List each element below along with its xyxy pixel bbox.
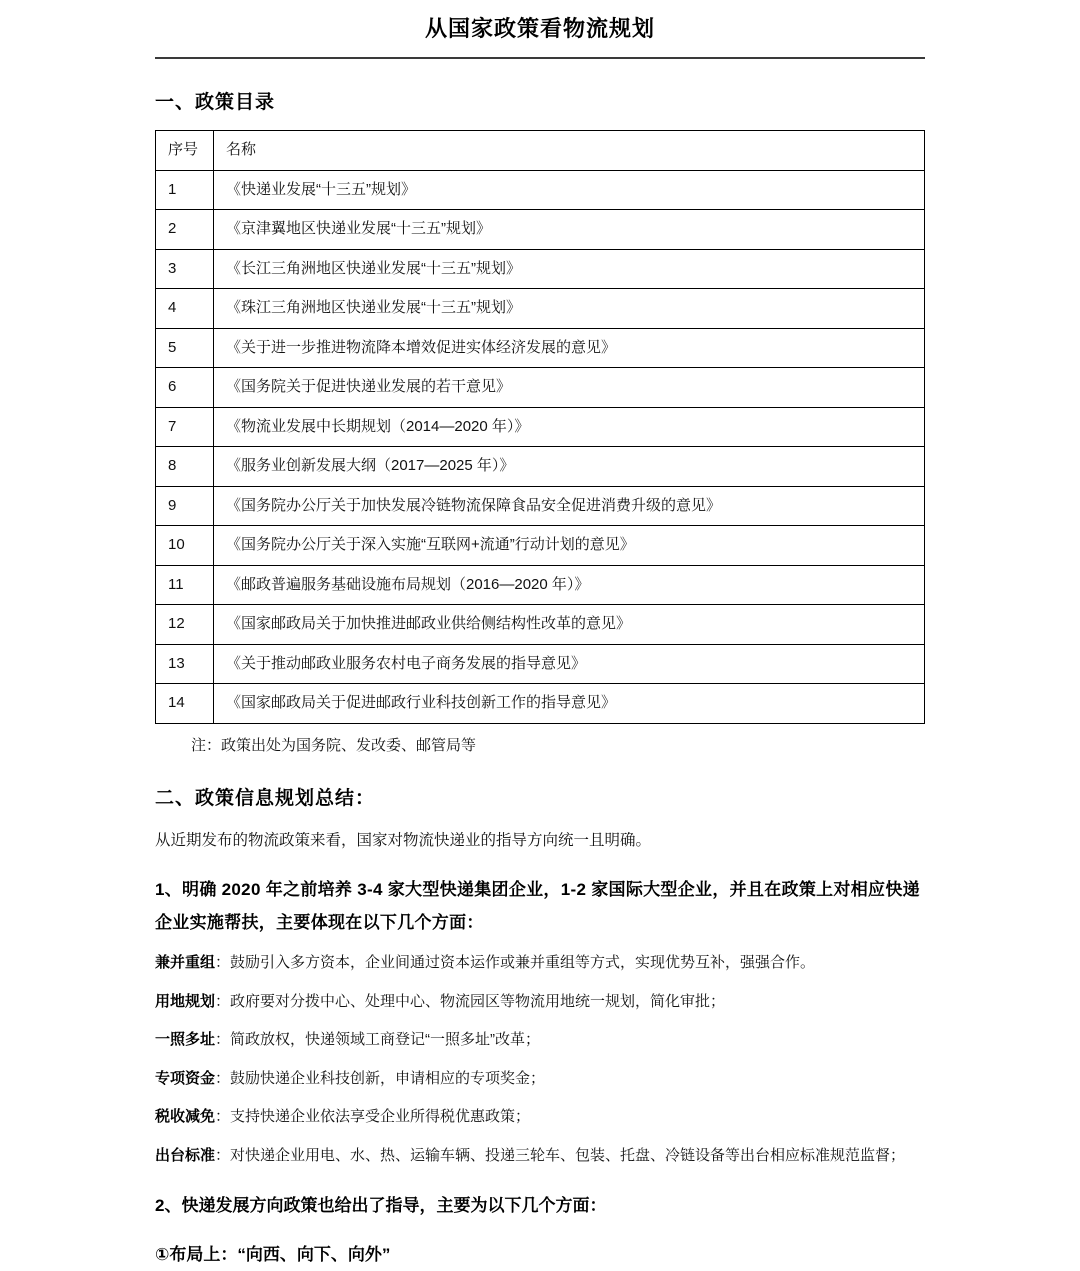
- bullet-text: ：简政放权，快递领域工商登记“一照多址”改革；: [215, 1031, 541, 1049]
- cell-name: 《关于进一步推进物流降本增效促进实体经济发展的意见》: [214, 328, 925, 368]
- cell-index: 9: [156, 486, 214, 526]
- list-item: [155, 1065, 925, 1094]
- list-item: [155, 949, 925, 978]
- summary-intro-paragraph: 从近期发布的物流政策来看，国家对物流快递业的指导方向统一且明确。: [155, 831, 652, 849]
- bullet-label: 用地规划: [155, 992, 216, 1010]
- table-row: [156, 170, 925, 210]
- cell-name: 《国务院办公厅关于加快发展冷链物流保障食品安全促进消费升级的意见》: [214, 486, 925, 526]
- bullet-text: ：支持快递企业依法享受企业所得税优惠政策；: [215, 1108, 531, 1126]
- summary-item-2-sub1: ①布局上：“向西、向下、向外”: [155, 1244, 391, 1264]
- cell-index: 4: [156, 289, 214, 329]
- cell-index: 10: [156, 526, 214, 566]
- column-header-name: 名称: [214, 131, 925, 171]
- table-note: 注：政策出处为国务院、发改委、邮管局等: [191, 736, 477, 754]
- list-item: [155, 1103, 925, 1132]
- bullet-text: ：鼓励快递企业科技创新，申请相应的专项奖金；: [215, 1069, 546, 1087]
- table-row: [156, 249, 925, 289]
- cell-name: 《服务业创新发展大纲（2017—2025 年）》: [214, 447, 925, 487]
- cell-name: 《国务院办公厅关于深入实施“互联网+流通”行动计划的意见》: [214, 526, 925, 566]
- cell-index: 13: [156, 644, 214, 684]
- cell-name: 《京津翼地区快递业发展“十三五”规划》: [214, 210, 925, 250]
- bullet-label: 兼并重组: [155, 954, 216, 972]
- page-title: 从国家政策看物流规划: [424, 16, 655, 41]
- table-row: [156, 210, 925, 250]
- bullet-label: 专项资金: [155, 1069, 216, 1087]
- cell-name: 《物流业发展中长期规划（2014—2020 年）》: [214, 407, 925, 447]
- cell-index: 8: [156, 447, 214, 487]
- cell-index: 12: [156, 605, 214, 645]
- cell-index: 11: [156, 565, 214, 605]
- bullet-text: ：政府要对分拨中心、处理中心、物流园区等物流用地统一规划，简化审批；: [215, 992, 726, 1010]
- cell-name: 《珠江三角洲地区快递业发展“十三五”规划》: [214, 289, 925, 329]
- bullet-label: 一照多址: [155, 1031, 216, 1049]
- table-row: [156, 447, 925, 487]
- section-heading-policy-catalog: 一、政策目录: [155, 92, 276, 113]
- title-divider: [155, 57, 925, 59]
- cell-index: 2: [156, 210, 214, 250]
- cell-name: 《国家邮政局关于促进邮政行业科技创新工作的指导意见》: [214, 684, 925, 724]
- cell-name: 《关于推动邮政业服务农村电子商务发展的指导意见》: [214, 644, 925, 684]
- summary-item-1-heading: 1、明确 2020 年之前培养 3-4 家大型快递集团企业，1-2 家国际大型企业，并且在政策上对相应快递企业实施帮扶，主要体现在以下几个方面：: [155, 879, 920, 933]
- list-item: [155, 1142, 925, 1171]
- cell-name: 《国务院关于促进快递业发展的若干意见》: [214, 368, 925, 408]
- cell-name: 《长江三角洲地区快递业发展“十三五”规划》: [214, 249, 925, 289]
- document-body: [0, 87, 1080, 1271]
- cell-index: 1: [156, 170, 214, 210]
- table-row: [156, 605, 925, 645]
- table-row: [156, 289, 925, 329]
- cell-name: 《快递业发展“十三五”规划》: [214, 170, 925, 210]
- table-header-row: [156, 131, 925, 171]
- table-row: [156, 565, 925, 605]
- table-row: [156, 407, 925, 447]
- cell-index: 7: [156, 407, 214, 447]
- summary-item-2-heading: 2、快递发展方向政策也给出了指导，主要为以下几个方面：: [155, 1196, 607, 1216]
- bullet-label: 出台标准: [155, 1146, 216, 1164]
- table-row: [156, 328, 925, 368]
- table-row: [156, 368, 925, 408]
- bullet-text: ：对快递企业用电、水、热、运输车辆、投递三轮车、包装、托盘、冷链设备等出台相应标准规范监督；: [215, 1146, 906, 1164]
- cell-index: 3: [156, 249, 214, 289]
- bullet-text: ：鼓励引入多方资本，企业间通过资本运作或兼并重组等方式，实现优势互补，强强合作。: [215, 954, 816, 972]
- section-heading-policy-summary: 二、政策信息规划总结：: [155, 787, 376, 809]
- list-item: [155, 988, 925, 1017]
- policy-catalog-table: [155, 130, 925, 724]
- table-row: [156, 486, 925, 526]
- bullet-label: 税收减免: [155, 1108, 216, 1126]
- cell-index: 14: [156, 684, 214, 724]
- cell-name: 《国家邮政局关于加快推进邮政业供给侧结构性改革的意见》: [214, 605, 925, 645]
- cell-index: 6: [156, 368, 214, 408]
- table-row: [156, 684, 925, 724]
- column-header-index: 序号: [156, 131, 214, 171]
- cell-name: 《邮政普遍服务基础设施布局规划（2016—2020 年）》: [214, 565, 925, 605]
- cell-index: 5: [156, 328, 214, 368]
- table-row: [156, 644, 925, 684]
- table-row: [156, 526, 925, 566]
- list-item: [155, 1026, 925, 1055]
